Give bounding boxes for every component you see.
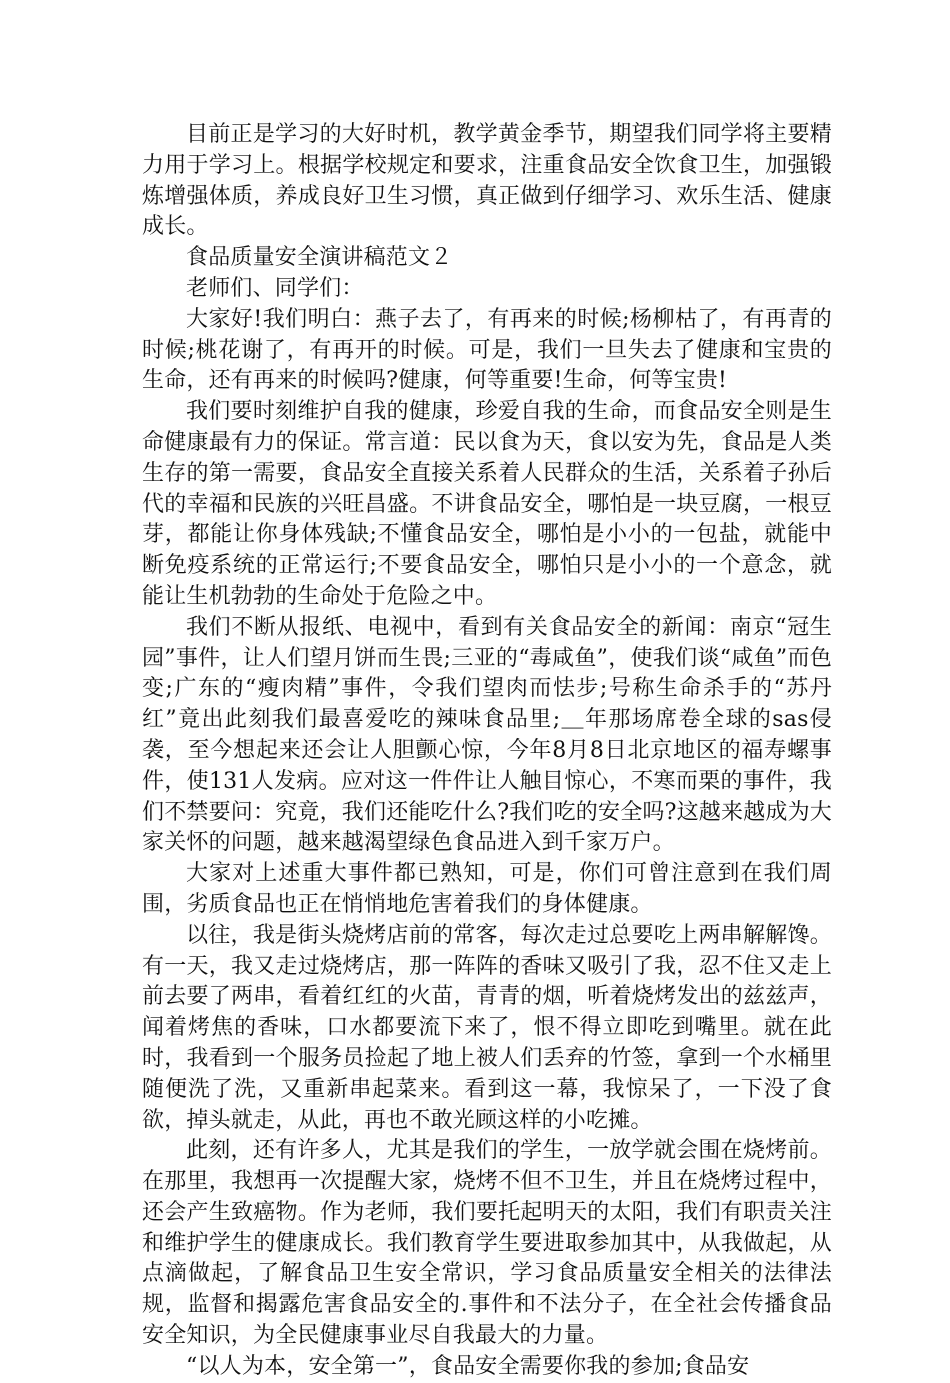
paragraph: 大家对上述重大事件都已熟知，可是，你们可曾注意到在我们周围，劣质食品也正在悄悄地危害着我们的身体健康。 xyxy=(142,861,832,917)
section-heading: 食品质量安全演讲稿范文２ xyxy=(186,245,453,271)
paragraph: 我们不断从报纸、电视中，看到有关食品安全的新闻：南京“冠生园”事件，让人们望月饼而生畏;三亚的“毒咸鱼”，使我们谈“咸鱼”而色变;广东的“瘦肉精”事件，令我们望肉而怯步;号称生命杀手的“苏丹红”竟出此刻我们最喜爱吃的辣味食品里;＿年那场席卷全球的sas侵袭，至今想起来还会让人胆颤心惊，今年8月8日北京地区的福寿螺事件，使131人发病。应对这一件件让人触目惊心，不寒而栗的事件，我们不禁要问：究竟，我们还能吃什么?我们吃的安全吗?这越来越成为大家关怀的问题，越来越渴望绿色食品进入到千家万户。 xyxy=(142,614,832,856)
document-body xyxy=(142,120,832,1383)
paragraph: 以往，我是街头烧烤店前的常客，每次走过总要吃上两串解解馋。有一天，我又走过烧烤店，那一阵阵的香味又吸引了我，忍不住又走上前去要了两串，看着红红的火苗，青青的烟，听着烧烤发出的兹兹声，闻着烤焦的香味，口水都要流下来了，恨不得立即吃到嘴里。就在此时，我看到一个服务员捡起了地上被人们丢弃的竹签，拿到一个水桶里随便洗了洗，又重新串起菜来。看到这一幕，我惊呆了，一下没了食欲，掉头就走，从此，再也不敢光顾这样的小吃摊。 xyxy=(142,922,832,1133)
paragraph: “以人为本，安全第一”，食品安全需要你我的参加;食品安 xyxy=(186,1353,750,1379)
paragraph: 大家好!我们明白：燕子去了，有再来的时候;杨柳枯了，有再青的时候;桃花谢了，有再开的时候。可是，我们一旦失去了健康和宝贵的生命，还有再来的时候吗?健康，何等重要!生命，何等宝贵! xyxy=(142,306,832,394)
salutation: 老师们、同学们： xyxy=(186,275,364,301)
paragraph: 此刻，还有许多人，尤其是我们的学生，一放学就会围在烧烤前。在那里，我想再一次提醒大家，烧烤不但不卫生，并且在烧烤过程中，还会产生致癌物。作为老师，我们要托起明天的太阳，我们有职责关注和维护学生的健康成长。我们教育学生要进取参加其中，从我做起，从点滴做起，了解食品卫生安全常识，学习食品质量安全相关的法律法规，监督和揭露危害食品安全的.事件和不法分子，在全社会传播食品安全知识，为全民健康事业尽自我最大的力量。 xyxy=(142,1138,832,1349)
paragraph: 目前正是学习的大好时机，教学黄金季节，期望我们同学将主要精力用于学习上。根据学校规定和要求，注重食品安全饮食卫生，加强锻炼增强体质，养成良好卫生习惯，真正做到仔细学习、欢乐生活、健康成长。 xyxy=(142,122,832,240)
paragraph: 我们要时刻维护自我的健康，珍爱自我的生命，而食品安全则是生命健康最有力的保证。常言道：民以食为天，食以安为先，食品是人类生存的第一需要，食品安全直接关系着人民群众的生活，关系着子孙后代的幸福和民族的兴旺昌盛。不讲食品安全，哪怕是一块豆腐，一根豆芽，都能让你身体残缺;不懂食品安全，哪怕是小小的一包盐，就能中断免疫系统的正常运行;不要食品安全，哪怕只是小小的一个意念，就能让生机勃勃的生命处于危险之中。 xyxy=(142,399,832,609)
